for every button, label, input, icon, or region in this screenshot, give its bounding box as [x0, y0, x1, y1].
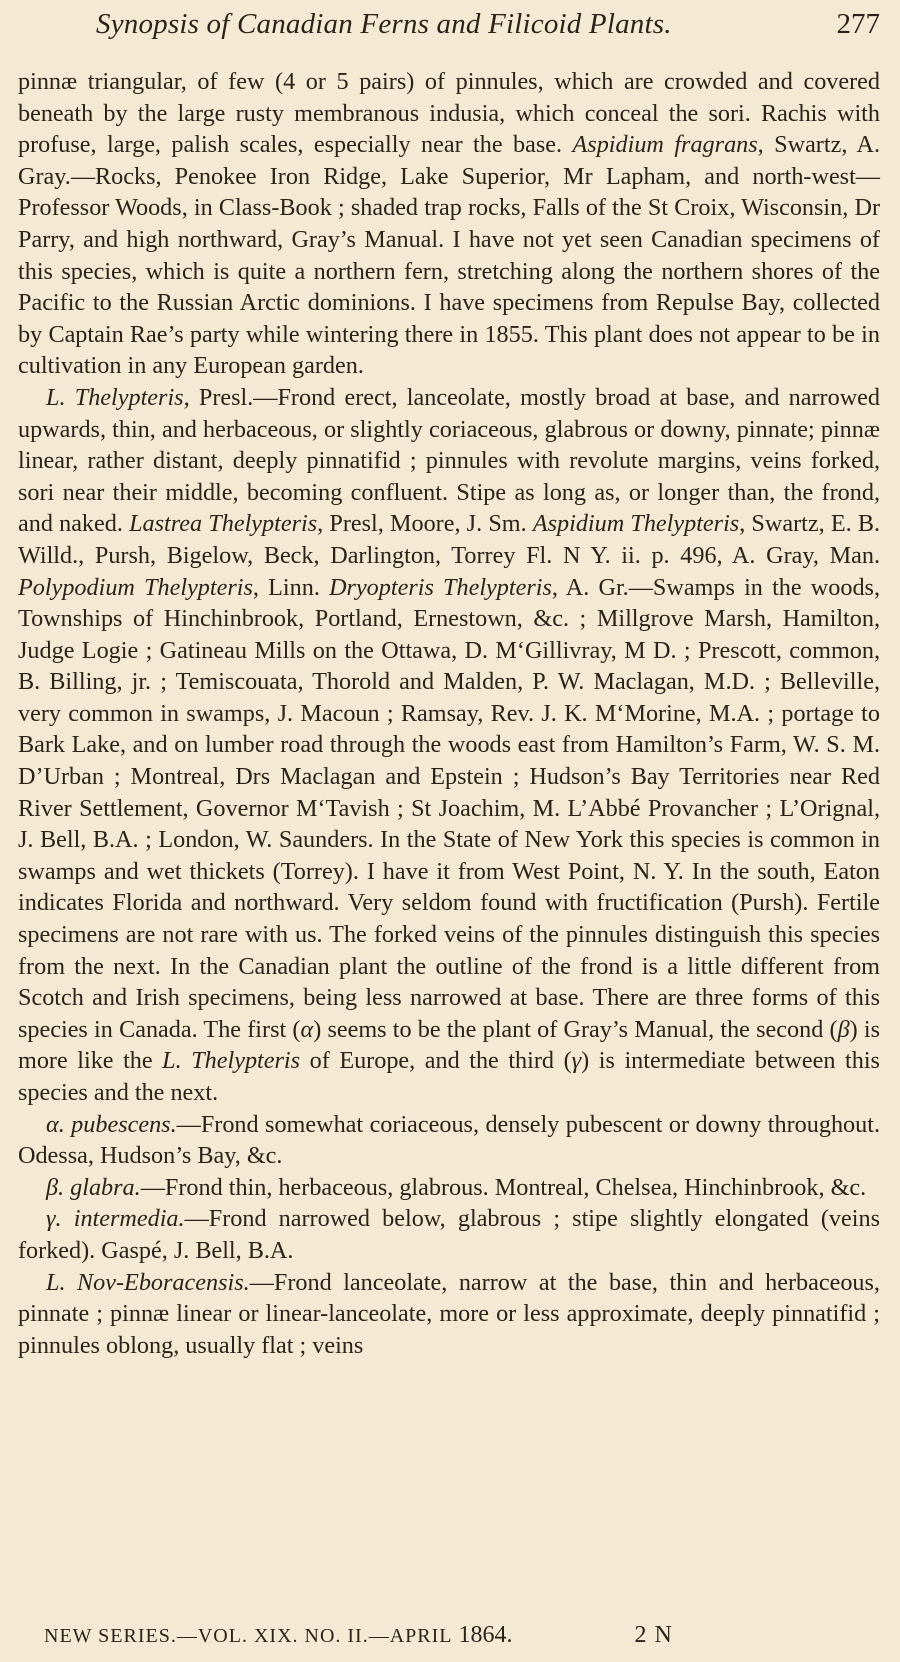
text-run: of Europe, and the third ( [300, 1047, 572, 1075]
page-footer [0, 1622, 900, 1658]
italic-run: Lastrea Thelypteris [129, 510, 318, 538]
paragraph [18, 382, 880, 1109]
text-run: , Swartz, A. Gray.—Rocks, Penokee Iron Ridge, Lake Superior, Mr Lapham, and north-west—Professor Woods, in Class-Book ; shaded trap rocks, Falls of the St Croix, Wisconsin, Dr Parry, and high northward, Gray’s Manual. I have not yet seen Canadian specimens of this species, which is quite a northern fern, stretching along the northern shores of the Pacific to the Russian Arctic dominions. I have specimens from Repulse Bay, collected by Captain Rae’s party while wintering there in 1855. This plant does not appear to be in cultivation in any European garden. [18, 131, 880, 380]
italic-run: L. Thelypteris [46, 383, 184, 411]
italic-run: γ. intermedia. [46, 1205, 185, 1233]
paragraph [18, 1203, 880, 1266]
text-run: ) is more like the [18, 1015, 881, 1075]
italic-run: β. glabra. [46, 1173, 141, 1201]
text-run: ) seems to be the plant of Gray’s Manual, the second ( [313, 1015, 838, 1043]
body-text [18, 66, 880, 1361]
text-run: , Presl, Moore, J. Sm. [317, 510, 533, 538]
text-run: , Swartz, E. B. Willd., Pursh, Bigelow, Beck, Darlington, Torrey Fl. N Y. ii. p. 496, A. Gray, Man. [18, 510, 880, 569]
italic-run: β [837, 1015, 850, 1043]
text-run: —Frond thin, herbaceous, glabrous. Montreal, Chelsea, Hinchinbrook, &c. [140, 1173, 867, 1201]
italic-run: L. Thelypteris [162, 1047, 301, 1075]
paragraph [18, 66, 880, 382]
paragraph [18, 1109, 880, 1172]
text-run: ) is intermediate between this species and the next. [18, 1047, 880, 1106]
signature-mark: 2 N [634, 1622, 673, 1648]
text-run: —Frond narrowed below, glabrous ; stipe slightly elongated (veins forked). Gaspé, J. Bell, B.A. [18, 1205, 880, 1264]
text-run: —Frond somewhat coriaceous, densely pubescent or downy throughout. Odessa, Hudson’s Bay, &c. [18, 1110, 880, 1170]
italic-run: L. Nov-Eboracensis. [46, 1268, 250, 1296]
text-run: , Linn. [252, 573, 330, 601]
series-info: NEW SERIES.—VOL. XIX. NO. II.—APRIL [44, 1625, 453, 1647]
page-header [18, 0, 880, 52]
text-run: , A. Gr.—Swamps in the woods, Townships of Hinchinbrook, Portland, Ernestown, &c. ; Millgrove Marsh, Hamilton, Judge Logie ; Gatineau Mills on the Ottawa, D. M‘Gillivray, M D. ; Prescott, common, B. Billing, jr. ; Temiscouata, Thorold and Malden, P. W. Maclagan, M.D. ; Belleville, very common in swamps, J. Macoun ; Ramsay, Rev. J. K. M‘Morine, M.A. ; portage to Bark Lake, and on lumber road through the woods east from Hamilton’s Farm, W. S. M. D’Urban ; Montreal, Drs Maclagan and Epstein ; Hudson’s Bay Territories near Red River Settlement, Governor M‘Tavish ; St Joachim, M. L’Abbé Provancher ; L’Orignal, J. Bell, B.A. ; London, W. Saunders. In the State of New York this species is common in swamps and wet thickets (Torrey). I have it from West Point, N. Y. In the south, Eaton indicates Florida and northward. Very seldom found with fructification (Pursh). Fertile specimens are not rare with us. The forked veins of the pinnules distinguish this species from the next. In the Canadian plant the outline of the frond is a little different from Scotch and Irish specimens, being less narrowed at base. There are three forms of this species in Canada. The first ( [18, 573, 881, 1043]
text-run: pinnæ triangular, of few (4 or 5 pairs) of pinnules, which are crowded and covered beneath by the large rusty membranous indusia, which conceal the sori. Rachis with profuse, large, palish scales, especially near the base. [18, 68, 880, 159]
page-number: 277 [836, 8, 880, 40]
text-run: —Frond lanceolate, narrow at the base, thin and herbaceous, pinnate ; pinnæ linear or linear-lanceolate, more or less approximate, deeply pinnatifid ; pinnules oblong, usually flat ; veins [18, 1268, 880, 1359]
italic-run: α [300, 1015, 314, 1043]
paragraph [18, 1172, 880, 1204]
italic-run: γ [571, 1047, 582, 1075]
italic-run: α. pubescens. [46, 1110, 177, 1138]
text-run: , Presl.—Frond erect, lanceolate, mostly broad at base, and narrowed upwards, thin, and herbaceous, or slightly coriaceous, glabrous or downy, pinnate; pinnæ linear, rather distant, deeply pinnatifid ; pinnules with revolute margins, veins forked, sori near their middle, becoming confluent. Stipe as long as, or longer than, the frond, and naked. [18, 383, 880, 538]
italic-run: Aspidium Thelypteris [532, 510, 740, 538]
series-year: 1864. [458, 1622, 513, 1648]
italic-run: Dryopteris Thelypteris [329, 573, 552, 601]
italic-run: Polypodium Thelypteris [18, 573, 253, 601]
italic-run: Aspidium fragrans [572, 131, 758, 159]
running-title: Synopsis of Canadian Ferns and Filicoid Plants. [96, 8, 672, 40]
paragraph [18, 1267, 880, 1362]
